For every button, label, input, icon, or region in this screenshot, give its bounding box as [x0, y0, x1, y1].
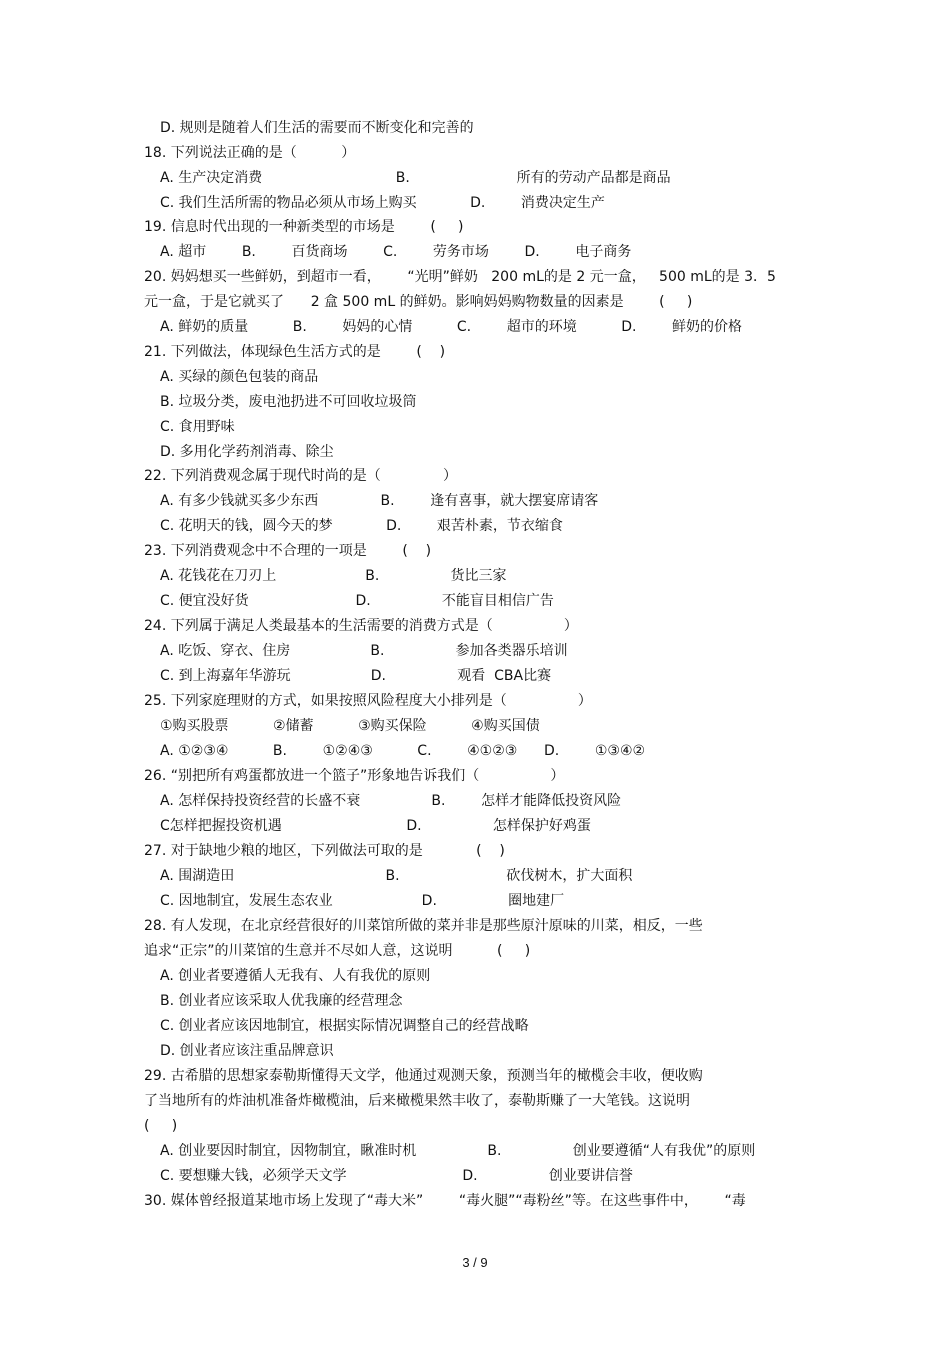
option-line: A. 创业要因时制宜，因物制宜，瞅准时机 B. 创业要遵循“人有我优”的原则 [160, 1143, 756, 1159]
option-line: C. 便宜没好货 D. 不能盲目相信广告 [160, 593, 554, 609]
option-line: C. 要想赚大钱，必须学天文学 D. 创业要讲信誉 [160, 1168, 633, 1184]
question-line: 20. 妈妈想买一些鲜奶，到超市一看， “光明”鲜奶 200 mL的是 2 元一盒， 500 mL的是 3．5 [144, 269, 776, 285]
option-line: ①购买股票 ②储蓄 ③购买保险 ④购买国债 [160, 718, 540, 734]
question-line: 22. 下列消费观念属于现代时尚的是（ ） [144, 468, 458, 484]
question-line: 23. 下列消费观念中不合理的一项是 ( ) [144, 543, 432, 559]
question-line: ( ) [144, 1118, 178, 1134]
question-line: 30. 媒体曾经报道某地市场上发现了“毒大米” “毒火腿”“毒粉丝”等。在这些事件中， “毒 [144, 1193, 746, 1209]
question-line: 27. 对于缺地少粮的地区，下列做法可取的是 ( ) [144, 843, 505, 859]
question-line: 元一盒，于是它就买了 2 盒 500 mL 的鲜奶。影响妈妈购物数量的因素是 ( ) [144, 294, 693, 310]
option-line: A. 生产决定消费 B. 所有的劳动产品都是商品 [160, 170, 671, 186]
question-line: 24. 下列属于满足人类最基本的生活需要的消费方式是（ ） [144, 618, 578, 634]
option-line: C怎样把握投资机遇 D. 怎样保护好鸡蛋 [160, 818, 591, 834]
option-line: B. 创业者应该采取人优我廉的经营理念 [160, 993, 403, 1009]
option-line: A. 有多少钱就买多少东西 B. 逢有喜事，就大摆宴席请客 [160, 493, 599, 509]
option-line: A. 怎样保持投资经营的长盛不衰 B. 怎样才能降低投资风险 [160, 793, 622, 809]
option-line: A. ①②③④ B. ①②④③ C. ④①②③ D. ①③④② [160, 743, 646, 759]
option-line: D. 多用化学药剂消毒、除尘 [160, 444, 334, 460]
question-line: 21. 下列做法，体现绿色生活方式的是 ( ) [144, 344, 446, 360]
question-line: 28. 有人发现，在北京经营很好的川菜馆所做的菜并非是那些原汁原味的川菜，相反，一些 [144, 918, 703, 934]
page-number: 3 / 9 [462, 1255, 488, 1270]
option-line: C. 食用野味 [160, 419, 235, 435]
question-line: 26. “别把所有鸡蛋都放进一个篮子”形象地告诉我们（ ） [144, 768, 565, 784]
option-line: C. 创业者应该因地制宜，根据实际情况调整自己的经营战略 [160, 1018, 529, 1034]
question-line: 29. 古希腊的思想家泰勒斯懂得天文学，他通过观测天象，预测当年的橄榄会丰收，便收购 [144, 1068, 703, 1084]
option-line: A. 花钱花在刀刃上 B. 货比三家 [160, 568, 507, 584]
option-line: C. 到上海嘉年华游玩 D. 观看 CBA比赛 [160, 668, 552, 684]
option-line: B. 垃圾分类，废电池扔进不可回收垃圾筒 [160, 394, 417, 410]
option-line: A. 创业者要遵循人无我有、人有我优的原则 [160, 968, 431, 984]
question-line: 18. 下列说法正确的是（ ） [144, 145, 356, 161]
question-line: 25. 下列家庭理财的方式，如果按照风险程度大小排列是（ ） [144, 693, 592, 709]
question-line: 追求“正宗”的川菜馆的生意并不尽如人意，这说明 ( ) [144, 943, 531, 959]
option-line: D. 规则是随着人们生活的需要而不断变化和完善的 [160, 120, 474, 136]
option-line: D. 创业者应该注重品牌意识 [160, 1043, 334, 1059]
option-line: C. 花明天的钱，圆今天的梦 D. 艰苦朴素，节衣缩食 [160, 518, 563, 534]
option-line: C. 我们生活所需的物品必须从市场上购买 D. 消费决定生产 [160, 195, 605, 211]
option-line: A. 围湖造田 B. 砍伐树木，扩大面积 [160, 868, 633, 884]
option-line: A. 买绿的颜色包装的商品 [160, 369, 319, 385]
option-line: A. 吃饭、穿衣、住房 B. 参加各类器乐培训 [160, 643, 568, 659]
question-line: 了当地所有的炸油机准备炸橄榄油，后来橄榄果然丰收了，泰勒斯赚了一大笔钱。这说明 [144, 1093, 690, 1109]
option-line: A. 超市 B. 百货商场 C. 劳务市场 D. 电子商务 [160, 244, 632, 260]
question-line: 19. 信息时代出现的一种新类型的市场是 ( ) [144, 219, 464, 235]
option-line: A. 鲜奶的质量 B. 妈妈的心情 C. 超市的环境 D. 鲜奶的价格 [160, 319, 743, 335]
option-line: C. 因地制宜，发展生态农业 D. 圈地建厂 [160, 893, 565, 909]
